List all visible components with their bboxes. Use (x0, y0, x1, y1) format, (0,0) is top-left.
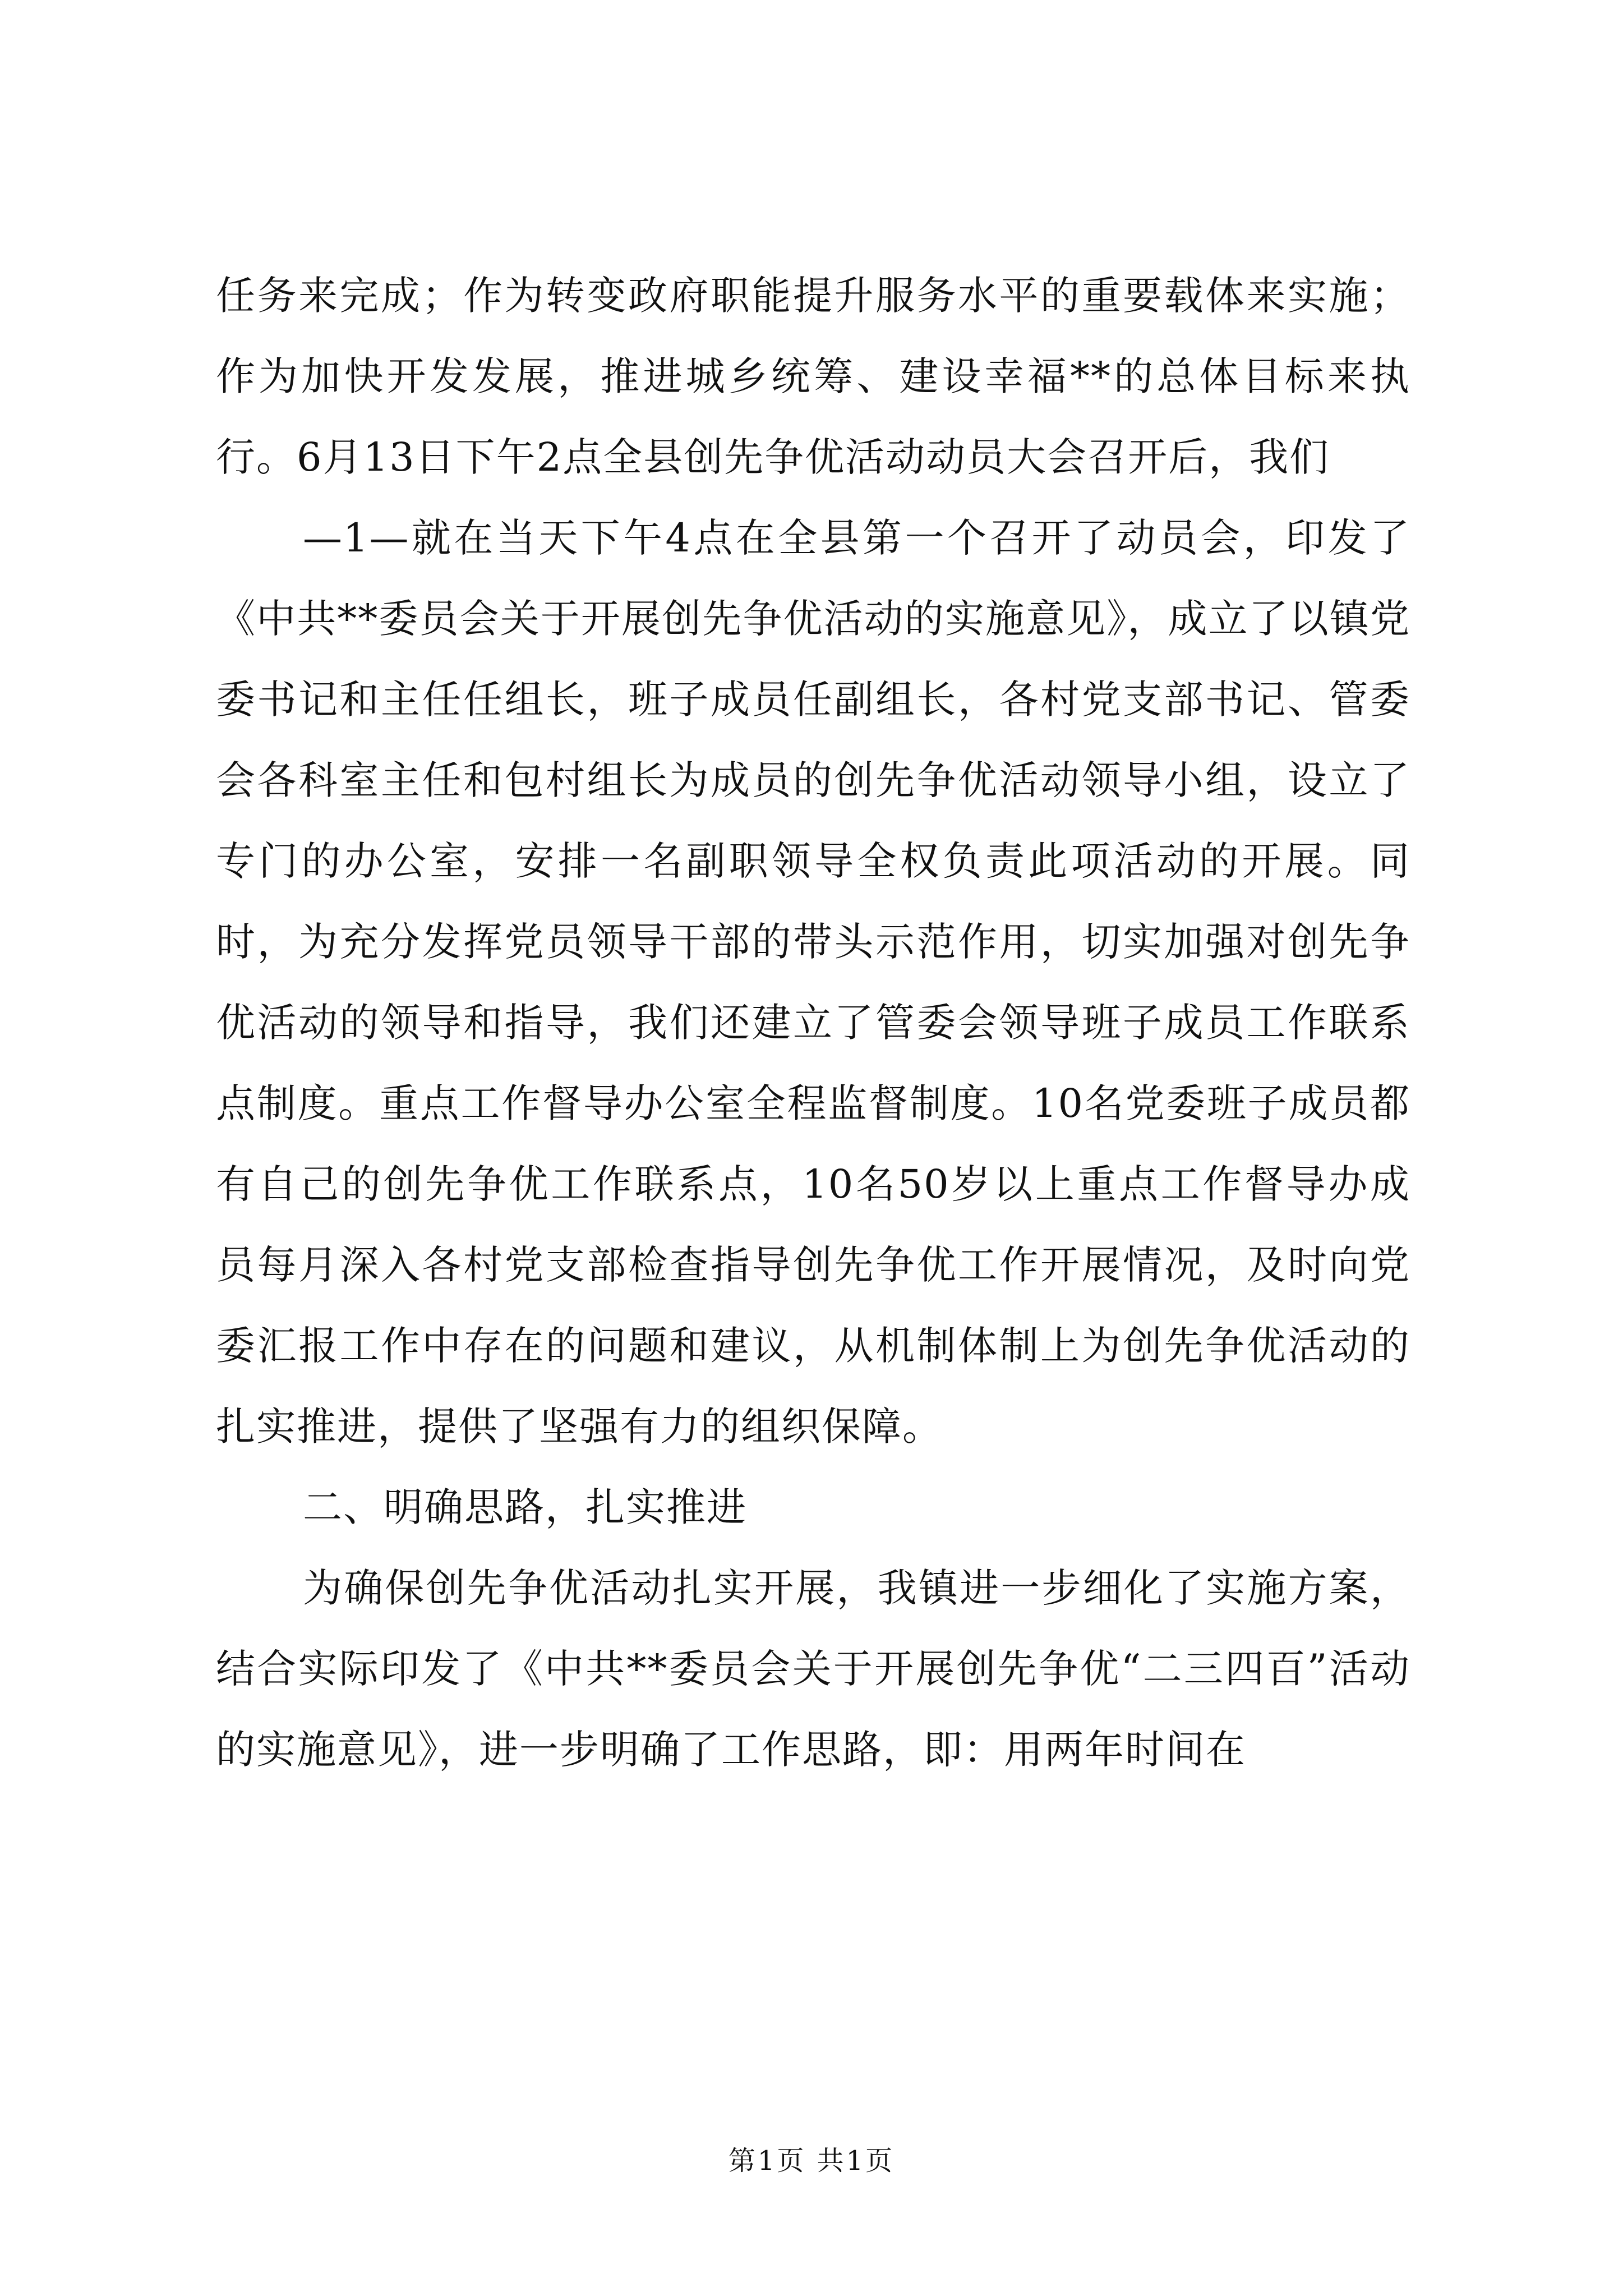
section-heading: 二、明确思路，扎实推进 (303, 1484, 747, 1530)
document-body (216, 255, 1410, 1790)
paragraph-approach: 为确保创先争优活动扎实开展，我镇进一步细化了实施方案，结合实际印发了《中共**委员会关于开展创先争优“二三四百”活动的实施意见》，进一步明确了工作思路，即：用两年时间在 (216, 1565, 1410, 1773)
paragraph-leadership: —1—就在当天下午4点在全县第一个召开了动员会，印发了《中共**委员会关于开展创先争优活动的实施意见》，成立了以镇党委书记和主任任组长，班子成员任副组长，各村党支部书记、管委会各科室主任和包村组长为成员的创先争优活动领导小组，设立了专门的办公室，安排一名副职领导全权负责此项活动的开展。同时，为充分发挥党员领导干部的带头示范作用，切实加强对创先争优活动的领导和指导，我们还建立了管委会领导班子成员工作联系点制度。重点工作督导办公室全程监督制度。10名党委班子成员都有自己的创先争优工作联系点，10名50岁以上重点工作督导办成员每月深入各村党支部检查指导创先争优工作开展情况，及时向党委汇报工作中存在的问题和建议，从机制体制上为创先争优活动的扎实推进，提供了坚强有力的组织保障。 (216, 515, 1410, 1450)
page-number-footer: 第1页 共1页 (728, 2145, 895, 2177)
paragraph-continuation: 任务来完成；作为转变政府职能提升服务水平的重要载体来实施；作为加快开发发展，推进城乡统筹、建设幸福**的总体目标来执行。6月13日下午2点全县创先争优活动动员大会召开后，我们 (216, 273, 1410, 480)
